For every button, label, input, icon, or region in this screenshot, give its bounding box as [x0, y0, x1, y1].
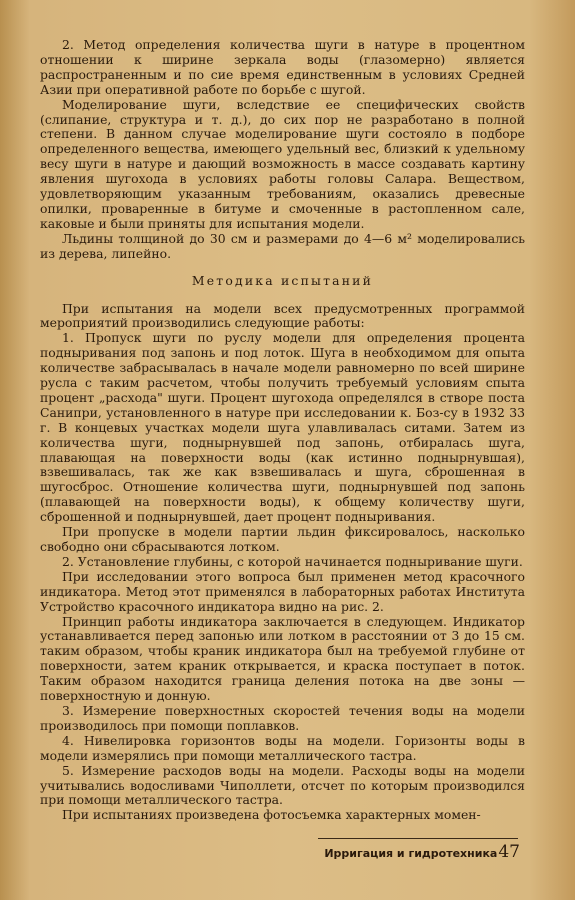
page-footer — [320, 842, 520, 862]
paragraph: 2. Метод определения количества шуги в натуре в процентном отношении к ширине зеркала воды (глазомерно) является распространенным и по сие время единственным в условиях Средней Азии при оперативной работе по борьбе с шугой. — [40, 37, 525, 97]
journal-title: Ирригация и гидротехника — [324, 847, 498, 860]
section-heading: Методика испытаний — [191, 272, 374, 288]
paragraph: Моделирование шуги, вследствие ее специфических свойств (слипание, структура и т. д.), до сих пор не разработано в полной степени. В данном случае моделирование шуги состояло в подборе определенного вещества, имеющего удельный вес, близкий к удельному весу шуги в натуре и дающий возможность в массе создавать картину явления шугохода в условиях работы головы Салара. Веществом, удовлетворяющим указанным требованиям, оказались древесные опилки, проваренные в битуме и смоченные в растопленном сале, каковые и были приняты для испытания модели. — [40, 96, 525, 231]
paragraph: При испытания на модели всех предусмотренных программой мероприятий производились следующие работы: — [40, 300, 525, 331]
paragraph: При испытаниях произведена фотосъемка характерных момен- — [62, 807, 481, 823]
paragraph: 2. Установление глубины, с которой начинается подныривание шуги. — [62, 553, 523, 569]
paragraph: 1. Пропуск шуги по руслу модели для определения процента подныривания под запонь и под лоток. Шуга в необходимом для опыта количестве забрасывалась в начале модели равномерно по всей ширине русла с таким расчетом, чтобы получить требуемый условиям спыта процент „расхода" шуги. Процент шугохода определялся в створе поста Санипри, установленного в натуре при исследовании к. Боз-су в 1932 33 г. В концевых участках модели шуга улавливалась ситами. Затем из количества шуги, поднырнувшей под запонь, отбиралась шуга, плавающая на поверхности воды (как истинно поднырнувшая), взвешивалась, так же как взвешивалась и шуга, сброшенная в шугосброс. Отношение количества шуги, поднырнувшей под запонь (плавающей на поверхности воды), к общему количеству шуги, сброшенной и поднырнувшей, дает процент подныривания. — [40, 330, 525, 525]
paragraph: При исследовании этого вопроса был применен метод красочного индикатора. Метод этот применялся в лабораторных работах Института Устройство красочного индикатора видно на рис. 2. — [40, 568, 525, 614]
paragraph: 5. Измерение расходов воды на модели. Расходы воды на модели учитывались водосливами Чиполлети, отсчет по которым производился при помощи металлического тастра. — [40, 762, 525, 808]
paragraph: Принцип работы индикатора заключается в следующем. Индикатор устанавливается перед запонью или лотком в расстоянии от 3 до 15 см. таким образом, чтобы краник индикатора был на требуемой глубине от поверхности, затем краник открывается, и краска поступает в поток. Таким образом находится граница деления потока на две зоны — поверхностную и донную. — [40, 613, 525, 704]
paragraph: 4. Нивелировка горизонтов воды на модели. Горизонты воды в модели измерялись при помощи металлического тастра. — [40, 732, 525, 763]
page-number: 47 — [498, 842, 520, 862]
paragraph: При пропуске в модели партии льдин фиксировалось, насколько свободно они сбрасываются лотком. — [40, 524, 525, 554]
paragraph: Льдины толщиной до 30 см и размерами до 4—6 м² моделировались из дерева, липейно. — [40, 230, 525, 261]
footer-rule — [318, 838, 518, 839]
paragraph: 3. Измерение поверхностных скоростей течения воды на модели производилось при помощи поплавков. — [40, 702, 525, 733]
body-text — [40, 38, 525, 823]
